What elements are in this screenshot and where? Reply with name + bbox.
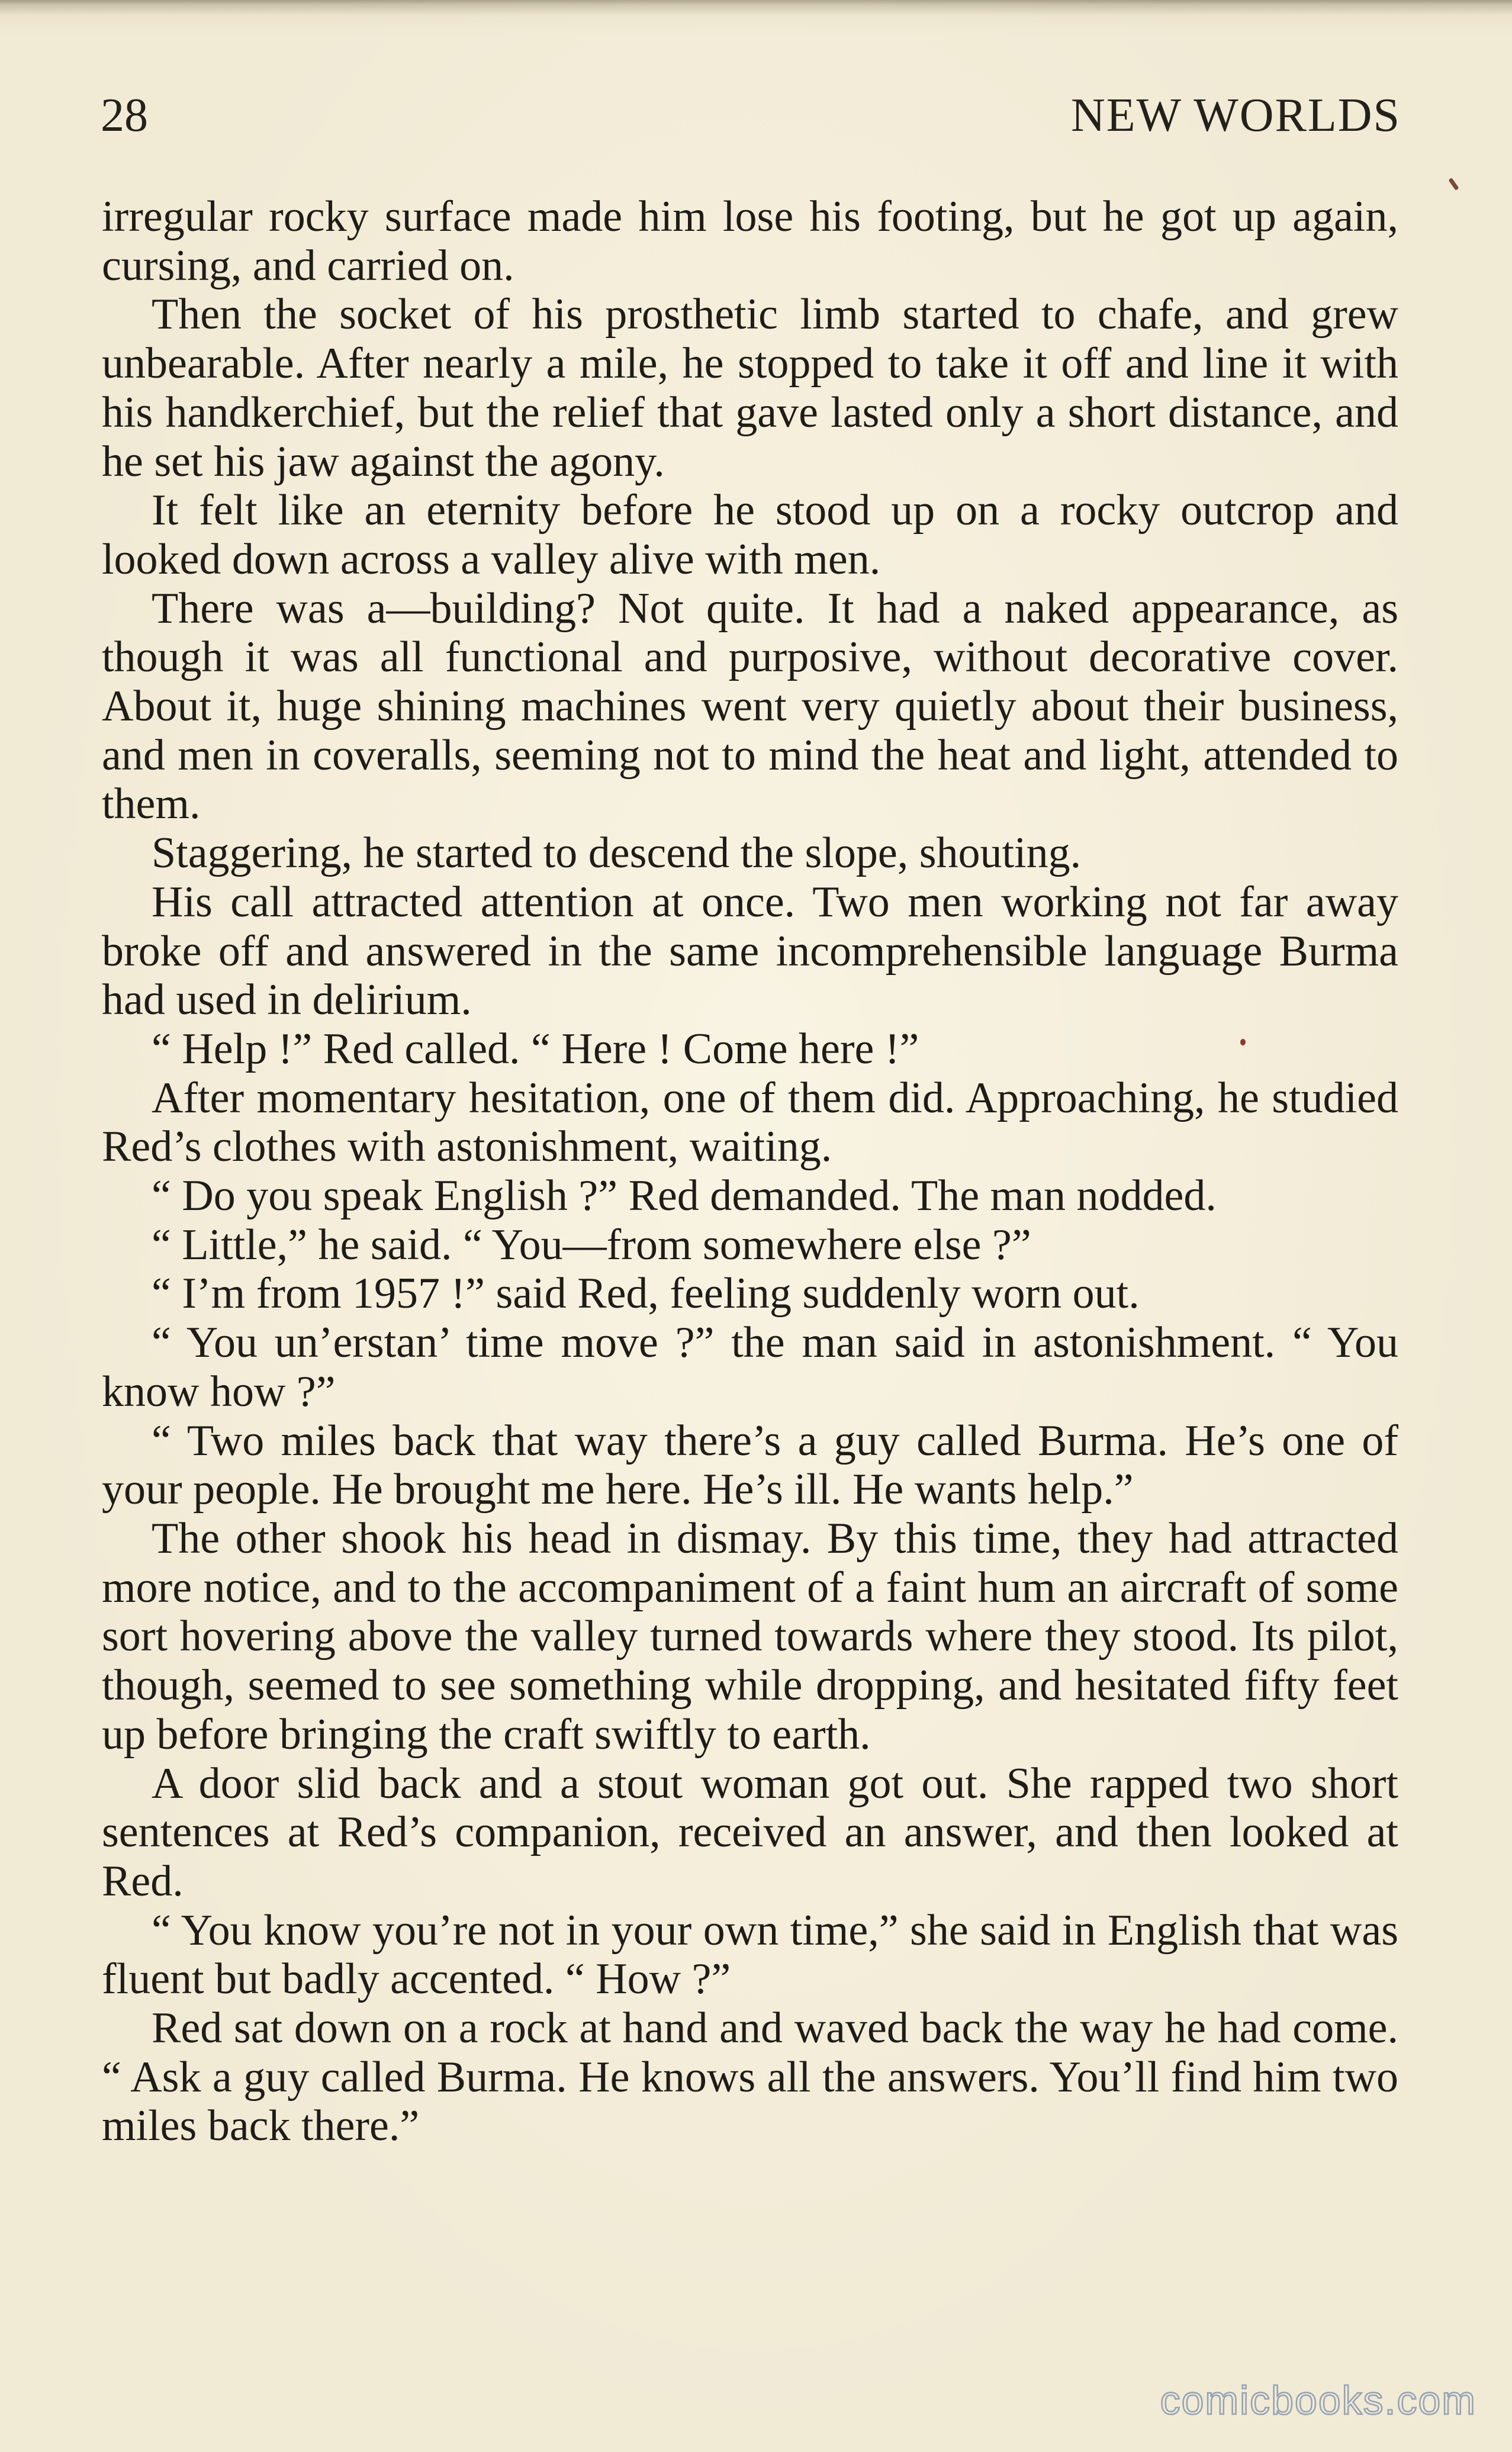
paragraph: irregular rocky surface made him lose his footing, but he got up again, cursing, and carried on. [102, 192, 1398, 290]
dialogue-paragraph: “ You know you’re not in your own time,” she said in English that was fluent but badly accented. “ How ?” [102, 1906, 1398, 2004]
paragraph: His call attracted attention at once. Two men working not far away broke off and answered in the same incomprehensible language Burma had used in delirium. [102, 877, 1398, 1025]
paragraph: Staggering, he started to descend the slope, shouting. [152, 829, 1082, 878]
running-title: NEW WORLDS [1070, 89, 1401, 141]
dialogue-paragraph: “ Little,” he said. “ You—from somewhere else ?” [152, 1220, 1031, 1269]
dialogue-paragraph: “ Help !” Red called. “ Here ! Come here !” [152, 1024, 919, 1073]
paragraph: A door slid back and a stout woman got out. She rapped two short sentences at Red’s companion, received an answer, and then looked at Red. [102, 1759, 1398, 1906]
paragraph: Then the socket of his prosthetic limb started to chafe, and grew unbearable. After nearly a mile, he stopped to take it off and line it with his handkerchief, but the relief that gave lasted only a short distance, and he set his jaw against the agony. [102, 290, 1398, 486]
dialogue-paragraph: “ You un’erstan’ time move ?” the man said in astonishment. “ You know how ?” [102, 1318, 1398, 1416]
paragraph: After momentary hesitation, one of them did. Approaching, he studied Red’s clothes with astonishment, waiting. [102, 1073, 1398, 1172]
paper-speck [1240, 1039, 1246, 1045]
dialogue-paragraph: “ Do you speak English ?” Red demanded. The man nodded. [152, 1172, 1217, 1221]
watermark: comicbooks.com [1160, 2378, 1476, 2423]
story-text [102, 192, 1398, 2151]
dialogue-paragraph: “ Two miles back that way there’s a guy called Burma. He’s one of your people. He brought me here. He’s ill. He wants help.” [102, 1416, 1398, 1514]
paragraph: The other shook his head in dismay. By this time, they had attracted more notice, and to the accompaniment of a faint hum an aircraft of some sort hovering above the valley turned towards where they stood. Its pilot, though, seemed to see something while dropping, and hesitated fifty feet up before bringing the craft swiftly to earth. [102, 1514, 1398, 1759]
paragraph: There was a—building? Not quite. It had a naked appearance, as though it was all functional and purposive, without decorative cover. About it, huge shining machines went very quietly about their business, and men in coveralls, seeming not to mind the heat and light, attended to them. [102, 584, 1398, 829]
paragraph: Red sat down on a rock at hand and waved back the way he had come. “ Ask a guy called Burma. He knows all the answers. You’ll find him two miles back there.” [102, 2004, 1398, 2151]
page-number: 28 [101, 89, 148, 141]
paper-speck [1448, 178, 1459, 191]
running-head [101, 89, 1401, 154]
paragraph: It felt like an eternity before he stood up on a rocky outcrop and looked down across a valley alive with men. [102, 486, 1398, 584]
dialogue-paragraph: “ I’m from 1957 !” said Red, feeling suddenly worn out. [152, 1269, 1140, 1318]
